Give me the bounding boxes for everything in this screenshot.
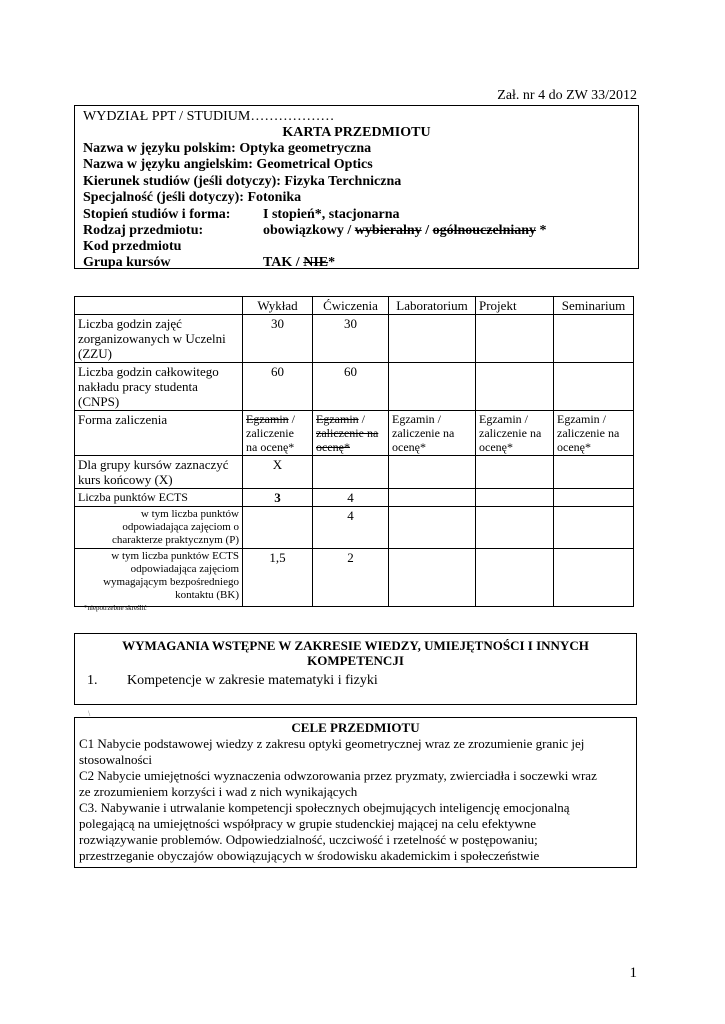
- exercises-credit-struck-1: zaliczenie na: [316, 426, 379, 440]
- table-row-direct: [75, 549, 634, 607]
- stray-mark: \: [88, 709, 91, 718]
- name-polish: Nazwa w języku polskim: Optyka geometryczna: [83, 141, 372, 156]
- lab-grade: ocenę*: [392, 440, 426, 454]
- cell-lecture: [243, 411, 313, 456]
- cell-lecture: 3: [243, 489, 313, 507]
- cell-seminar: [554, 549, 634, 607]
- header-empty-cell: [75, 297, 243, 315]
- goals-box: [74, 717, 637, 868]
- cell-exercises: 4: [313, 489, 389, 507]
- lecture-credit-2: na ocenę*: [246, 440, 295, 454]
- type-elective-struck: wybieralny: [354, 223, 422, 238]
- cell-project: [476, 489, 554, 507]
- cell-laboratory: [389, 315, 476, 363]
- table-row-practical: [75, 507, 634, 549]
- seminar-grade: ocenę*: [557, 440, 591, 454]
- header-seminar: Seminarium: [554, 297, 634, 315]
- cell-project: [476, 315, 554, 363]
- exercises-exam-struck: Egzamin: [316, 412, 359, 426]
- requirements-box: [74, 633, 637, 705]
- cell-exercises: 2: [313, 549, 389, 607]
- cell-laboratory: [389, 507, 476, 549]
- name-english: Nazwa w języku angielskim: Geometrical Optics: [83, 157, 373, 172]
- cell-seminar: [554, 507, 634, 549]
- cell-lecture: X: [243, 456, 313, 489]
- goal-c3-line2: polegającą na umiejętności współpracy w grupie studenckiej mającej na celu efektywne: [79, 816, 536, 831]
- goal-c1-line2: stosowalności: [79, 752, 152, 767]
- table-row-final: [75, 456, 634, 489]
- cell-seminar: [554, 363, 634, 411]
- goal-c2-line1: C2 Nabycie umiejętności wyznaczenia odwzorowania przez pryzmaty, zwierciadła i soczewki wraz: [79, 768, 597, 783]
- group-yes: TAK /: [263, 255, 304, 270]
- row-label: Liczba godzin całkowitego nakładu pracy studenta (CNPS): [75, 363, 243, 411]
- cell-project: [476, 456, 554, 489]
- attachment-note: Zał. nr 4 do ZW 33/2012: [497, 88, 637, 103]
- row-label: w tym liczba punktów ECTS odpowiadająca zajęciom wymagającym bezpośredniego kontaktu (BK): [75, 549, 243, 607]
- header-project: Projekt: [476, 297, 554, 315]
- type-general-struck: ogólnouczelniany: [432, 223, 537, 238]
- cell-project: [476, 507, 554, 549]
- requirements-title: WYMAGANIA WSTĘPNE W ZAKRESIE WIEDZY, UMIEJĘTNOŚCI I INNYCH KOMPETENCJI: [122, 638, 589, 668]
- row-label: Liczba godzin zajęć zorganizowanych w Uczelni (ZZU): [75, 315, 243, 363]
- study-level-value: I stopień*, stacjonarna: [263, 207, 400, 222]
- cell-laboratory: [389, 549, 476, 607]
- cell-exercises: 60: [313, 363, 389, 411]
- cell-seminar: [554, 315, 634, 363]
- cell-laboratory: [389, 456, 476, 489]
- course-group-label: Grupa kursów: [83, 255, 171, 270]
- goal-c3-line3: rozwiązywanie problemów. Odpowiedzialność, uczciwość i rzetelność w postępowaniu;: [79, 832, 538, 847]
- cell-exercises: 30: [313, 315, 389, 363]
- faculty-line: WYDZIAŁ PPT / STUDIUM………………: [83, 109, 335, 124]
- type-mandatory: obowiązkowy /: [263, 223, 355, 238]
- goal-c1-line1: C1 Nabycie podstawowej wiedzy z zakresu optyki geometrycznej wraz ze zrozumienie granic jej: [79, 736, 585, 751]
- lecture-credit-1: zaliczenie: [246, 426, 294, 440]
- goal-c3-line1: C3. Nabywanie i utrwalanie kompetencji społecznych obejmujących inteligencję emocjonalną: [79, 800, 570, 815]
- header-laboratory: Laboratorium: [389, 297, 476, 315]
- lecture-exam-struck: Egzamin: [246, 412, 289, 426]
- row-label: Liczba punktów ECTS: [75, 489, 243, 507]
- goal-c3-line4: przestrzeganie obyczajów obowiązujących w środowisku akademickim i społeczeństwie: [79, 848, 540, 863]
- cell-lecture: 1,5: [243, 549, 313, 607]
- group-no-struck: NIE: [303, 255, 329, 270]
- type-asterisk: *: [536, 223, 547, 238]
- course-type-row: [83, 223, 547, 239]
- course-code-label: Kod przedmiotu: [83, 239, 182, 254]
- course-type-label: Rodzaj przedmiotu:: [83, 223, 204, 238]
- requirement-text: Kompetencje w zakresie matematyki i fizyki: [127, 673, 378, 688]
- group-asterisk: *: [328, 255, 336, 270]
- cell-laboratory: [389, 363, 476, 411]
- specialty: Specjalność (jeśli dotyczy): Fotonika: [83, 190, 302, 205]
- cell-lecture: [243, 507, 313, 549]
- exercises-sep: /: [358, 412, 365, 426]
- row-label: w tym liczba punktów odpowiadająca zajęciom o charakterze praktycznym (P): [75, 507, 243, 549]
- study-level-label: Stopień studiów i forma:: [83, 207, 231, 222]
- hours-table: [74, 296, 634, 607]
- table-row-zzu: [75, 315, 634, 363]
- project-grade: ocenę*: [479, 440, 513, 454]
- cell-lecture: 30: [243, 315, 313, 363]
- lecture-sep: /: [288, 412, 295, 426]
- cell-exercises: [313, 456, 389, 489]
- header-exercises: Ćwiczenia: [313, 297, 389, 315]
- footnote: *niepotrzebne skreślić: [84, 604, 147, 612]
- cell-laboratory: [389, 411, 476, 456]
- seminar-credit: zaliczenie na: [557, 426, 620, 440]
- cell-laboratory: [389, 489, 476, 507]
- project-credit: zaliczenie na: [479, 426, 542, 440]
- field-of-study: Kierunek studiów (jeśli dotyczy): Fizyka Terchniczna: [83, 174, 402, 189]
- table-row-ects: [75, 489, 634, 507]
- card-title: KARTA PRZEDMIOTU: [282, 125, 431, 140]
- cell-lecture: 60: [243, 363, 313, 411]
- cell-seminar: [554, 489, 634, 507]
- table-row-form: [75, 411, 634, 456]
- table-header-row: [75, 297, 634, 315]
- page-number: 1: [629, 965, 637, 981]
- cell-project: [476, 411, 554, 456]
- cell-seminar: [554, 456, 634, 489]
- course-group-value: [263, 255, 335, 271]
- lab-exam: Egzamin /: [392, 412, 441, 426]
- study-level-row: [83, 207, 400, 223]
- table-row-cnps: [75, 363, 634, 411]
- requirement-number: 1.: [87, 673, 98, 688]
- lab-credit: zaliczenie na: [392, 426, 455, 440]
- type-sep: /: [421, 223, 433, 238]
- goal-c2-line2: ze zrozumieniem korzyści i wad z nich wynikających: [79, 784, 358, 799]
- course-group-row: [83, 255, 336, 271]
- goals-title: CELE PRZEDMIOTU: [291, 720, 420, 735]
- row-label: Forma zaliczenia: [75, 411, 243, 456]
- course-info-box: [74, 105, 639, 269]
- cell-exercises: [313, 411, 389, 456]
- project-exam: Egzamin /: [479, 412, 528, 426]
- cell-project: [476, 549, 554, 607]
- cell-exercises: 4: [313, 507, 389, 549]
- cell-project: [476, 363, 554, 411]
- row-label: Dla grupy kursów zaznaczyć kurs końcowy (X): [75, 456, 243, 489]
- course-type-value: [263, 223, 547, 239]
- header-lecture: Wykład: [243, 297, 313, 315]
- exercises-credit-struck-2: ocenę*: [316, 440, 350, 454]
- seminar-exam: Egzamin /: [557, 412, 606, 426]
- cell-seminar: [554, 411, 634, 456]
